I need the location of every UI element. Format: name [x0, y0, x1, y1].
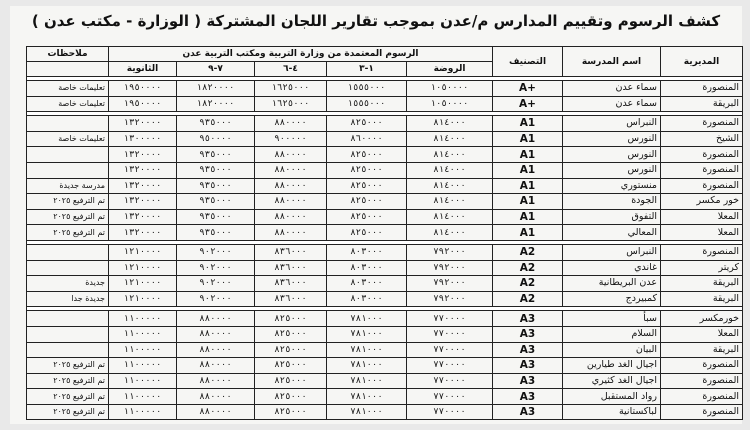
g13-cell: ٨٢٥٠٠٠: [327, 225, 407, 241]
page-title: كشف الرسوم وتقييم المدارس م/عدن بموجب تقارير اللجان المشتركة ( الوزارة - مكتب عدن ): [31, 12, 721, 30]
grade-cell: A3: [493, 342, 563, 358]
secondary-cell: ١٣٢٠٠٠٠: [109, 147, 177, 163]
directorate-cell: المنصورة: [661, 147, 743, 163]
directorate-cell: البريقة: [661, 96, 743, 112]
table-row: [27, 260, 743, 276]
table-row: [27, 81, 743, 97]
directorate-cell: المنصورة: [661, 244, 743, 260]
school-cell: اجيال الغد كثيري: [563, 373, 661, 389]
g79-cell: ٨٨٠٠٠٠: [177, 342, 255, 358]
notes-cell: تم الترفيع ٢٠٢٥: [27, 225, 109, 241]
table-row: [27, 194, 743, 210]
g79-cell: ٩٠٢٠٠٠: [177, 276, 255, 292]
kg-cell: ٧٧٠٠٠٠: [407, 342, 493, 358]
grade-cell: A3: [493, 358, 563, 374]
g79-cell: ١٨٢٠٠٠٠: [177, 96, 255, 112]
g46-cell: ٨٢٥٠٠٠: [255, 358, 327, 374]
g79-cell: ٨٨٠٠٠٠: [177, 373, 255, 389]
grade-cell: A1: [493, 162, 563, 178]
school-cell: عدن البريطانية: [563, 276, 661, 292]
directorate-cell: المنصورة: [661, 162, 743, 178]
kg-cell: ٨١٤٠٠٠: [407, 162, 493, 178]
g13-cell: ٨٠٣٠٠٠: [327, 276, 407, 292]
g13-cell: ٨٢٥٠٠٠: [327, 147, 407, 163]
header-directorate: المديرية: [661, 47, 743, 77]
kg-cell: ٧٧٠٠٠٠: [407, 358, 493, 374]
kg-cell: ٨١٤٠٠٠: [407, 225, 493, 241]
table-row: [27, 326, 743, 342]
secondary-cell: ١١٠٠٠٠٠: [109, 389, 177, 405]
school-cell: كمبيردج: [563, 291, 661, 307]
directorate-cell: كريتر: [661, 260, 743, 276]
g79-cell: ٩٣٥٠٠٠: [177, 225, 255, 241]
notes-cell: [27, 244, 109, 260]
g79-cell: ٨٨٠٠٠٠: [177, 404, 255, 420]
g79-cell: ١٨٢٠٠٠٠: [177, 81, 255, 97]
kg-cell: ٨١٤٠٠٠: [407, 116, 493, 132]
directorate-cell: المنصورة: [661, 389, 743, 405]
school-cell: اجيال الغد طيارين: [563, 358, 661, 374]
kg-cell: ٧٩٢٠٠٠: [407, 291, 493, 307]
secondary-cell: ١٣٢٠٠٠٠: [109, 116, 177, 132]
g46-cell: ١٦٢٥٠٠٠: [255, 96, 327, 112]
g13-cell: ٧٨١٠٠٠: [327, 404, 407, 420]
directorate-cell: المنصورة: [661, 178, 743, 194]
grade-cell: A2: [493, 276, 563, 292]
header-g79: ٧-٩: [177, 62, 255, 77]
table-row: [27, 147, 743, 163]
directorate-cell: خور مكسر: [661, 194, 743, 210]
secondary-cell: ١٩٥٠٠٠٠: [109, 81, 177, 97]
notes-cell: مدرسة جديدة: [27, 178, 109, 194]
school-cell: غاندي: [563, 260, 661, 276]
secondary-cell: ١٣٢٠٠٠٠: [109, 178, 177, 194]
secondary-cell: ١٩٥٠٠٠٠: [109, 96, 177, 112]
grade-cell: A1: [493, 178, 563, 194]
grade-cell: A1: [493, 131, 563, 147]
g79-cell: ٩٣٥٠٠٠: [177, 162, 255, 178]
notes-cell: [27, 116, 109, 132]
table-row: [27, 389, 743, 405]
g79-cell: ٨٨٠٠٠٠: [177, 358, 255, 374]
kg-cell: ٧٧٠٠٠٠: [407, 389, 493, 405]
notes-cell: تم الترفيع ٢٠٢٥: [27, 389, 109, 405]
g13-cell: ٨٢٥٠٠٠: [327, 194, 407, 210]
school-cell: المعالي: [563, 225, 661, 241]
directorate-cell: البريقة: [661, 276, 743, 292]
directorate-cell: المنصورة: [661, 404, 743, 420]
g79-cell: ٩٣٥٠٠٠: [177, 178, 255, 194]
kg-cell: ٧٧٠٠٠٠: [407, 373, 493, 389]
notes-cell: تم الترفيع ٢٠٢٥: [27, 404, 109, 420]
table-row: [27, 311, 743, 327]
secondary-cell: ١٣٢٠٠٠٠: [109, 194, 177, 210]
secondary-cell: ١١٠٠٠٠٠: [109, 404, 177, 420]
grade-cell: A3: [493, 404, 563, 420]
document-sheet: [10, 6, 742, 424]
table-row: [27, 116, 743, 132]
g79-cell: ٩٠٢٠٠٠: [177, 291, 255, 307]
secondary-cell: ١٢١٠٠٠٠: [109, 276, 177, 292]
directorate-cell: المنصورة: [661, 81, 743, 97]
grade-cell: A1: [493, 194, 563, 210]
g46-cell: ٨٢٥٠٠٠: [255, 404, 327, 420]
g46-cell: ٨٢٥٠٠٠: [255, 311, 327, 327]
notes-cell: [27, 311, 109, 327]
table-row: [27, 96, 743, 112]
g13-cell: ٨٢٥٠٠٠: [327, 178, 407, 194]
secondary-cell: ١١٠٠٠٠٠: [109, 342, 177, 358]
kg-cell: ٧٩٢٠٠٠: [407, 244, 493, 260]
notes-cell: تعليمات خاصة: [27, 96, 109, 112]
kg-cell: ٨١٤٠٠٠: [407, 147, 493, 163]
kg-cell: ١٠٥٠٠٠٠: [407, 81, 493, 97]
g79-cell: ٨٨٠٠٠٠: [177, 311, 255, 327]
directorate-cell: البريقة: [661, 291, 743, 307]
g79-cell: ٨٨٠٠٠٠: [177, 326, 255, 342]
directorate-cell: البريقة: [661, 342, 743, 358]
secondary-cell: ١١٠٠٠٠٠: [109, 311, 177, 327]
notes-cell: [27, 147, 109, 163]
g13-cell: ٨٠٣٠٠٠: [327, 244, 407, 260]
g46-cell: ٨٢٥٠٠٠: [255, 342, 327, 358]
school-cell: سماء عدن: [563, 96, 661, 112]
grade-cell: A2: [493, 260, 563, 276]
header-secondary: الثانوية: [109, 62, 177, 77]
g46-cell: ٩٠٠٠٠٠: [255, 131, 327, 147]
directorate-cell: المعلا: [661, 326, 743, 342]
notes-cell: [27, 162, 109, 178]
secondary-cell: ١١٠٠٠٠٠: [109, 358, 177, 374]
school-cell: النورس: [563, 162, 661, 178]
table-body: [27, 47, 743, 420]
directorate-cell: المعلا: [661, 225, 743, 241]
secondary-cell: ١١٠٠٠٠٠: [109, 373, 177, 389]
g46-cell: ٨٣٦٠٠٠: [255, 291, 327, 307]
directorate-cell: المعلا: [661, 209, 743, 225]
directorate-cell: المنصورة: [661, 358, 743, 374]
g13-cell: ٧٨١٠٠٠: [327, 342, 407, 358]
g13-cell: ٨٠٣٠٠٠: [327, 260, 407, 276]
g46-cell: ٨٨٠٠٠٠: [255, 147, 327, 163]
secondary-cell: ١٢١٠٠٠٠: [109, 244, 177, 260]
secondary-cell: ١٢١٠٠٠٠: [109, 260, 177, 276]
table-row: [27, 342, 743, 358]
secondary-cell: ١٣٢٠٠٠٠: [109, 162, 177, 178]
table-row: [27, 178, 743, 194]
table-row: [27, 291, 743, 307]
kg-cell: ٨١٤٠٠٠: [407, 194, 493, 210]
notes-cell: تم الترفيع ٢٠٢٥: [27, 209, 109, 225]
notes-cell: تعليمات خاصة: [27, 81, 109, 97]
school-cell: رواد المستقبل: [563, 389, 661, 405]
g46-cell: ٨٨٠٠٠٠: [255, 178, 327, 194]
school-cell: النبراس: [563, 244, 661, 260]
header-g46: ٤-٦: [255, 62, 327, 77]
g79-cell: ٨٨٠٠٠٠: [177, 389, 255, 405]
header-g13: ١-٣: [327, 62, 407, 77]
school-cell: سماء عدن: [563, 81, 661, 97]
g13-cell: ٨٢٥٠٠٠: [327, 116, 407, 132]
header-notes: ملاحظات: [27, 47, 109, 62]
secondary-cell: ١٣٢٠٠٠٠: [109, 225, 177, 241]
notes-cell: جديدة: [27, 276, 109, 292]
g46-cell: ٨٨٠٠٠٠: [255, 162, 327, 178]
school-cell: التفوق: [563, 209, 661, 225]
kg-cell: ٨١٤٠٠٠: [407, 209, 493, 225]
g13-cell: ٧٨١٠٠٠: [327, 326, 407, 342]
fees-table: [26, 46, 743, 420]
secondary-cell: ١٣٠٠٠٠٠: [109, 131, 177, 147]
notes-cell: [27, 342, 109, 358]
directorate-cell: الشيخ: [661, 131, 743, 147]
kg-cell: ٧٩٢٠٠٠: [407, 260, 493, 276]
grade-cell: A3: [493, 389, 563, 405]
table-row: [27, 358, 743, 374]
header-row-1: [27, 47, 743, 62]
school-cell: لباكستانية: [563, 404, 661, 420]
g46-cell: ٨٨٠٠٠٠: [255, 116, 327, 132]
table-row: [27, 404, 743, 420]
grade-cell: A1: [493, 147, 563, 163]
kg-cell: ٧٧٠٠٠٠: [407, 311, 493, 327]
notes-cell: [27, 260, 109, 276]
secondary-cell: ١٣٢٠٠٠٠: [109, 209, 177, 225]
school-cell: منستوري: [563, 178, 661, 194]
g46-cell: ٨٣٦٠٠٠: [255, 276, 327, 292]
header-notes-blank: [27, 62, 109, 77]
g46-cell: ٨٣٦٠٠٠: [255, 244, 327, 260]
g79-cell: ٩٣٥٠٠٠: [177, 116, 255, 132]
g13-cell: ٨٢٥٠٠٠: [327, 209, 407, 225]
g13-cell: ٨٠٣٠٠٠: [327, 291, 407, 307]
grade-cell: A1: [493, 116, 563, 132]
table-row: [27, 276, 743, 292]
table-row: [27, 373, 743, 389]
g13-cell: ٨٦٠٠٠٠: [327, 131, 407, 147]
kg-cell: ٧٩٢٠٠٠: [407, 276, 493, 292]
g79-cell: ٩٠٢٠٠٠: [177, 260, 255, 276]
directorate-cell: خورمكسر: [661, 311, 743, 327]
g46-cell: ١٦٢٥٠٠٠: [255, 81, 327, 97]
kg-cell: ٨١٤٠٠٠: [407, 131, 493, 147]
grade-cell: A+: [493, 96, 563, 112]
table-row: [27, 131, 743, 147]
table-row: [27, 209, 743, 225]
school-cell: السلام: [563, 326, 661, 342]
g79-cell: ٩٣٥٠٠٠: [177, 209, 255, 225]
school-cell: البيان: [563, 342, 661, 358]
table-row: [27, 162, 743, 178]
header-kg: الروضة: [407, 62, 493, 77]
kg-cell: ٧٧٠٠٠٠: [407, 326, 493, 342]
g46-cell: ٨٢٥٠٠٠: [255, 373, 327, 389]
grade-cell: A+: [493, 81, 563, 97]
directorate-cell: المنصورة: [661, 116, 743, 132]
notes-cell: جديدة جدا: [27, 291, 109, 307]
grade-cell: A2: [493, 291, 563, 307]
g13-cell: ١٥٥٥٠٠٠: [327, 81, 407, 97]
g79-cell: ٩٥٠٠٠٠: [177, 131, 255, 147]
g79-cell: ٩٣٥٠٠٠: [177, 194, 255, 210]
grade-cell: A3: [493, 326, 563, 342]
grade-cell: A3: [493, 373, 563, 389]
g13-cell: ٧٨١٠٠٠: [327, 373, 407, 389]
secondary-cell: ١١٠٠٠٠٠: [109, 326, 177, 342]
g79-cell: ٩٣٥٠٠٠: [177, 147, 255, 163]
school-cell: النورس: [563, 147, 661, 163]
notes-cell: تم الترفيع ٢٠٢٥: [27, 373, 109, 389]
kg-cell: ٨١٤٠٠٠: [407, 178, 493, 194]
directorate-cell: المنصورة: [661, 373, 743, 389]
school-cell: سبأ: [563, 311, 661, 327]
table-row: [27, 225, 743, 241]
notes-cell: تم الترفيع ٢٠٢٥: [27, 194, 109, 210]
g13-cell: ٧٨١٠٠٠: [327, 311, 407, 327]
g46-cell: ٨٨٠٠٠٠: [255, 225, 327, 241]
school-cell: النورس: [563, 131, 661, 147]
g46-cell: ٨٨٠٠٠٠: [255, 194, 327, 210]
secondary-cell: ١٢١٠٠٠٠: [109, 291, 177, 307]
grade-cell: A2: [493, 244, 563, 260]
notes-cell: [27, 326, 109, 342]
header-classification: التصنيف: [493, 47, 563, 77]
g13-cell: ٧٨١٠٠٠: [327, 389, 407, 405]
g46-cell: ٨٨٠٠٠٠: [255, 209, 327, 225]
g13-cell: ١٥٥٥٠٠٠: [327, 96, 407, 112]
table-row: [27, 244, 743, 260]
g46-cell: ٨٣٦٠٠٠: [255, 260, 327, 276]
header-school: اسم المدرسة: [563, 47, 661, 77]
header-fees-span: الرسوم المعتمدة من وزارة التربية ومكتب التربية عدن: [109, 47, 493, 62]
g13-cell: ٧٨١٠٠٠: [327, 358, 407, 374]
kg-cell: ٧٧٠٠٠٠: [407, 404, 493, 420]
notes-cell: تم الترفيع ٢٠٢٥: [27, 358, 109, 374]
grade-cell: A3: [493, 311, 563, 327]
g46-cell: ٨٢٥٠٠٠: [255, 389, 327, 405]
school-cell: الجودة: [563, 194, 661, 210]
school-cell: النبراس: [563, 116, 661, 132]
kg-cell: ١٠٥٠٠٠٠: [407, 96, 493, 112]
g79-cell: ٩٠٢٠٠٠: [177, 244, 255, 260]
grade-cell: A1: [493, 225, 563, 241]
g46-cell: ٨٢٥٠٠٠: [255, 326, 327, 342]
grade-cell: A1: [493, 209, 563, 225]
notes-cell: تعليمات خاصة: [27, 131, 109, 147]
g13-cell: ٨٢٥٠٠٠: [327, 162, 407, 178]
